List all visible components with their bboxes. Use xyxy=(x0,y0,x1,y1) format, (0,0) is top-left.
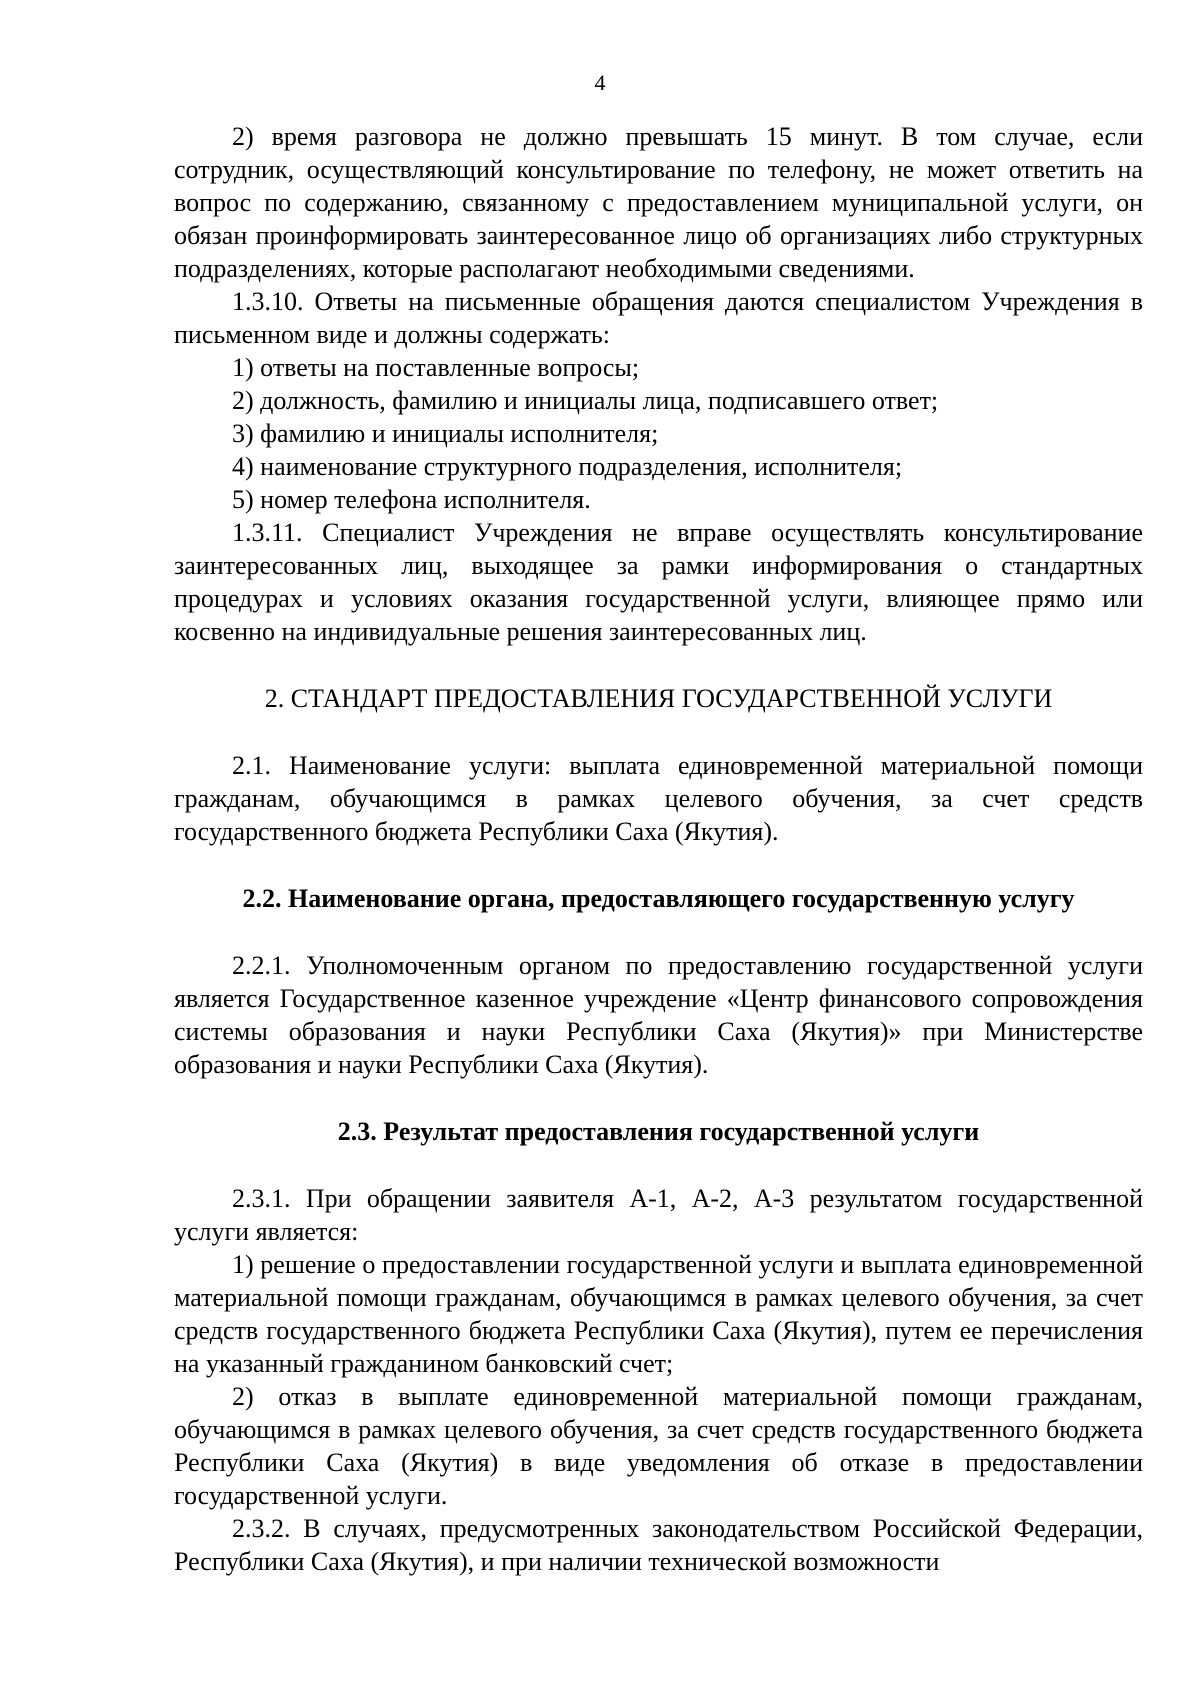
list-item-decision: 1) решение о предоставлении государственной услуги и выплата единовременной материальной помощи гражданам, обучающимся в рамках целевого обучения, за счет средств государственного бюджета Республики Саха (Якутия), путем ее перечисления на указанный гражданином банковский счет; xyxy=(174,1250,1143,1378)
paragraph-2-3-1: 2.3.1. При обращении заявителя А-1, А-2, А-3 результатом государственной услуги является: xyxy=(174,1184,1143,1246)
spacer xyxy=(174,1148,1143,1182)
list-item-executor-name: 3) фамилию и инициалы исполнителя; xyxy=(232,419,659,448)
paragraph-1-3-11: 1.3.11. Специалист Учреждения не вправе осуществлять консультирование заинтересованных лиц, выходящее за рамки информирования о стандартных процедурах и условиях оказания государственной услуги, влияющее прямо или косвенно на индивидуальные решения заинтересованных лиц. xyxy=(174,518,1143,646)
spacer xyxy=(174,915,1143,949)
document-body xyxy=(174,120,1143,1578)
paragraph-2-2-1: 2.2.1. Уполномоченным органом по предоставлению государственной услуги является Государственное казенное учреждение «Центр финансового сопровождения системы образования и науки Республики Саха (Якутия)» при Министерстве образования и науки Республики Саха (Якутия). xyxy=(174,951,1143,1079)
paragraph-2-3-2: 2.3.2. В случаях, предусмотренных законодательством Российской Федерации, Республики Саха (Якутия), и при наличии технической возможности xyxy=(174,1514,1143,1576)
paragraph-2-1: 2.1. Наименование услуги: выплата единовременной материальной помощи гражданам, обучающимся в рамках целевого обучения, за счет средств государственного бюджета Республики Саха (Якутия). xyxy=(174,751,1143,846)
page-number: 4 xyxy=(594,70,606,95)
list-item-phone: 5) номер телефона исполнителя. xyxy=(232,485,591,514)
list-item-department: 4) наименование структурного подразделения, исполнителя; xyxy=(232,452,903,481)
paragraph-phone-consultation-time: 2) время разговора не должно превышать 15 минут. В том случае, если сотрудник, осуществляющий консультирование по телефону, не может ответить на вопрос по содержанию, связанному с предоставлением муниципальной услуги, он обязан проинформировать заинтересованное лицо об организациях либо структурных подразделениях, которые располагают необходимыми сведениями. xyxy=(174,122,1143,283)
section-heading-2-3: 2.3. Результат предоставления государственной услуги xyxy=(337,1117,980,1146)
spacer xyxy=(174,848,1143,882)
list-item-position: 2) должность, фамилию и инициалы лица, подписавшего ответ; xyxy=(232,386,939,415)
spacer xyxy=(174,715,1143,749)
list-item-answers: 1) ответы на поставленные вопросы; xyxy=(232,353,640,382)
paragraph-1-3-10: 1.3.10. Ответы на письменные обращения даются специалистом Учреждения в письменном виде и должны содержать: xyxy=(174,287,1143,349)
section-heading-2: 2. СТАНДАРТ ПРЕДОСТАВЛЕНИЯ ГОСУДАРСТВЕННОЙ УСЛУГИ xyxy=(264,684,1053,713)
section-heading-2-2: 2.2. Наименование органа, предоставляющего государственную услугу xyxy=(242,884,1075,913)
spacer xyxy=(174,648,1143,682)
spacer xyxy=(174,1081,1143,1115)
list-item-refusal: 2) отказ в выплате единовременной материальной помощи гражданам, обучающимся в рамках целевого обучения, за счет средств государственного бюджета Республики Саха (Якутия) в виде уведомления об отказе в предоставлении государственной услуги. xyxy=(174,1382,1143,1510)
